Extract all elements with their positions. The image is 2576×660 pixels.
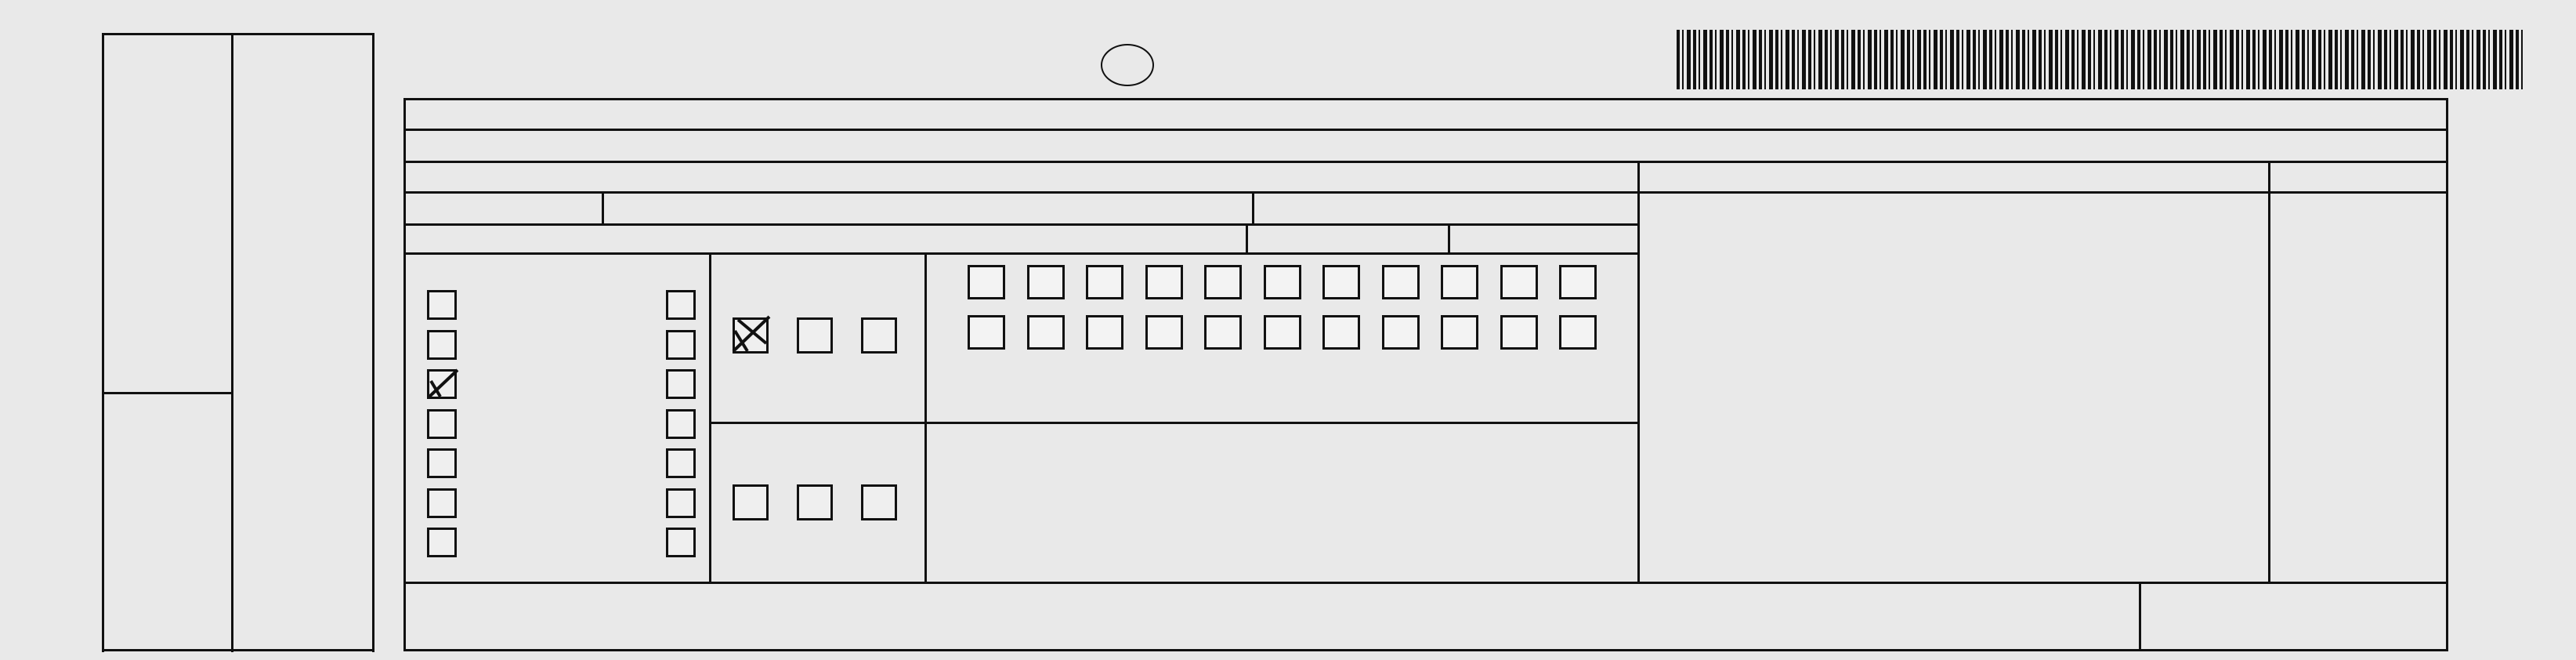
v2-checkbox[interactable] (666, 528, 696, 557)
v2-checkbox[interactable] (666, 409, 696, 439)
signature-area[interactable] (1640, 194, 2268, 582)
day-box[interactable] (968, 315, 1005, 350)
stub-border (102, 392, 233, 394)
tipo-envio-field (411, 163, 415, 193)
day-box[interactable] (1086, 315, 1123, 350)
month-checkbox[interactable] (861, 317, 897, 354)
day-box[interactable] (1382, 315, 1420, 350)
day-box[interactable] (1264, 265, 1301, 299)
day-box[interactable] (1264, 315, 1301, 350)
day-box[interactable] (1559, 315, 1597, 350)
v1-checkbox[interactable] (427, 290, 457, 320)
documento-field (610, 195, 625, 225)
v2-checkbox[interactable] (666, 369, 696, 399)
barcode (1677, 30, 2523, 89)
v1-checkbox[interactable] (427, 369, 457, 399)
v2-checkbox[interactable] (666, 448, 696, 478)
day-box[interactable] (1441, 315, 1478, 350)
v2-checkbox[interactable] (666, 290, 696, 320)
stub-border (102, 649, 374, 651)
direccion-field (411, 132, 415, 161)
placa-field (411, 195, 415, 225)
day-box[interactable] (1145, 315, 1183, 350)
observations-area[interactable] (2270, 194, 2448, 582)
day-box[interactable] (1500, 315, 1538, 350)
month-checkbox[interactable] (797, 317, 833, 354)
day-box[interactable] (1382, 265, 1420, 299)
stub-border (102, 33, 104, 652)
v2-checkbox[interactable] (666, 330, 696, 360)
v1-checkbox[interactable] (427, 528, 457, 557)
month-checkbox[interactable] (797, 484, 833, 520)
day-box[interactable] (1322, 315, 1360, 350)
day-box[interactable] (1027, 265, 1065, 299)
stub-border (372, 33, 374, 652)
day-box[interactable] (1204, 315, 1242, 350)
day-box[interactable] (1145, 265, 1183, 299)
v1-checkbox[interactable] (427, 448, 457, 478)
stub-border (231, 33, 233, 652)
tel-field (1456, 226, 1460, 256)
nombre-field (411, 100, 415, 130)
ciudad-field (411, 226, 415, 256)
certipostal-logo (1101, 44, 1154, 86)
v1-checkbox[interactable] (427, 409, 457, 439)
month-checkbox[interactable] (733, 317, 769, 354)
day-box[interactable] (1027, 315, 1065, 350)
id-field (1252, 226, 1257, 256)
admision-field (1260, 195, 1272, 225)
v1-checkbox[interactable] (427, 330, 457, 360)
day-box[interactable] (1500, 265, 1538, 299)
month-checkbox[interactable] (861, 484, 897, 520)
v1-checkbox[interactable] (427, 488, 457, 518)
day-box[interactable] (968, 265, 1005, 299)
day-box[interactable] (1086, 265, 1123, 299)
day-box[interactable] (1559, 265, 1597, 299)
stub-border (102, 33, 374, 35)
month-checkbox[interactable] (733, 484, 769, 520)
day-box[interactable] (1441, 265, 1478, 299)
day-box[interactable] (1322, 265, 1360, 299)
v2-checkbox[interactable] (666, 488, 696, 518)
day-box[interactable] (1204, 265, 1242, 299)
